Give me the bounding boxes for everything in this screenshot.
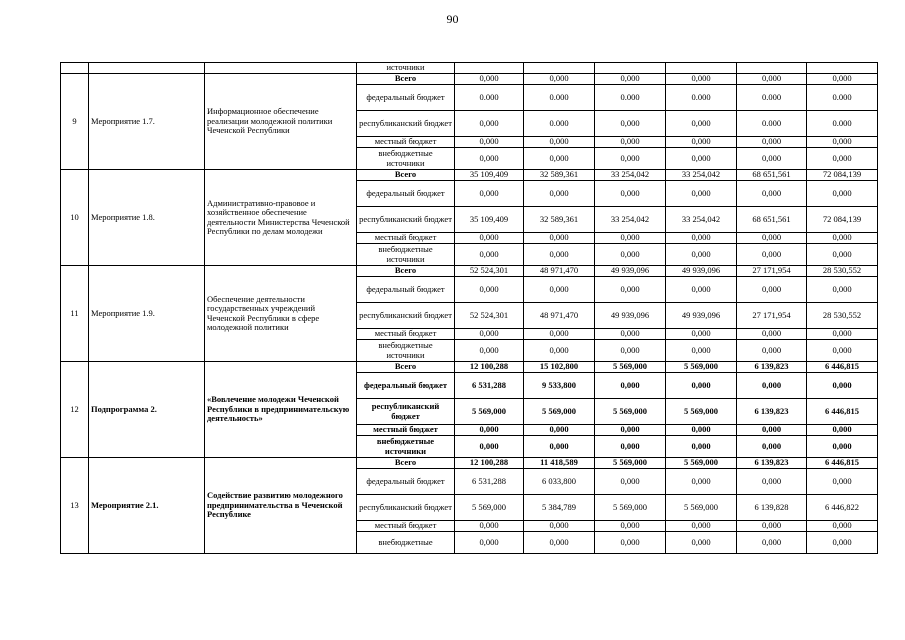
amount-cell: 5 569,000 [666,495,737,521]
amount-cell: 0,000 [595,74,666,85]
amount-cell: 0,000 [666,425,737,436]
funding-source: федеральный бюджет [357,277,455,303]
amount-cell: 33 254,042 [595,207,666,233]
funding-source: внебюджетные [357,532,455,554]
amount-cell: 0,000 [455,532,524,554]
amount-cell: 0,000 [524,233,595,244]
funding-source: республиканский бюджет [357,495,455,521]
amount-cell: 0,000 [666,148,737,170]
event-name: Мероприятие 1.7. [89,74,205,170]
amount-cell: 0,000 [737,277,807,303]
amount-cell: 6 446,815 [807,458,878,469]
amount-cell: 0,000 [524,436,595,458]
amount-cell: 0,000 [737,532,807,554]
funding-source: внебюджетные источники [357,148,455,170]
empty-cell [61,63,89,74]
amount-cell: 48 971,470 [524,266,595,277]
amount-cell: 15 102,800 [524,362,595,373]
amount-cell: 0,000 [524,521,595,532]
amount-cell: 0,000 [737,425,807,436]
amount-cell: 48 971,470 [524,303,595,329]
event-description: Административно-правовое и хозяйственное обеспечение деятельности Министерства Чеченской Республики по делам молодежи [205,170,357,266]
amount-cell: 0.000 [595,85,666,111]
amount-cell: 0,000 [524,137,595,148]
amount-cell: 0.000 [524,111,595,137]
amount-cell: 33 254,042 [595,170,666,181]
amount-cell: 0,000 [666,137,737,148]
funding-source: республиканский бюджет [357,303,455,329]
amount-cell: 0,000 [455,436,524,458]
funding-source: федеральный бюджет [357,469,455,495]
page-number: 90 [446,12,459,26]
amount-cell: 0,000 [737,373,807,399]
amount-cell: 0,000 [595,373,666,399]
amount-cell: 0,000 [666,373,737,399]
amount-cell: 0,000 [455,111,524,137]
funding-source: республиканский бюджет [357,207,455,233]
amount-cell: 49 939,096 [595,266,666,277]
amount-cell: 0,000 [595,137,666,148]
amount-cell: 0,000 [595,469,666,495]
table-row [61,74,878,85]
amount-cell: 6 531,288 [455,373,524,399]
amount-cell: 0,000 [737,148,807,170]
amount-cell: 0,000 [455,244,524,266]
empty-cell [524,63,595,74]
funding-source: местный бюджет [357,521,455,532]
funding-source: внебюджетные источники [357,244,455,266]
amount-cell: 0,000 [666,277,737,303]
empty-cell [595,63,666,74]
amount-cell: 49 939,096 [595,303,666,329]
amount-cell: 0,000 [595,244,666,266]
amount-cell: 0,000 [595,329,666,340]
amount-cell: 68 651,561 [737,207,807,233]
amount-cell: 52 524,301 [455,303,524,329]
amount-cell: 0,000 [737,340,807,362]
amount-cell: 27 171,954 [737,266,807,277]
funding-source: местный бюджет [357,233,455,244]
amount-cell: 0,000 [737,181,807,207]
amount-cell: 35 109,409 [455,170,524,181]
table-row [61,458,878,469]
table-row [61,170,878,181]
event-description: «Вовлечение молодежи Чеченской Республики в предпринимательскую деятельность» [205,362,357,458]
amount-cell: 68 651,561 [737,170,807,181]
amount-cell: 5 569,000 [666,458,737,469]
row-number: 13 [61,458,89,554]
amount-cell: 72 084,139 [807,170,878,181]
amount-cell: 0,000 [524,425,595,436]
amount-cell: 0,000 [455,137,524,148]
amount-cell: 0,000 [737,233,807,244]
amount-cell: 0,000 [666,340,737,362]
amount-cell: 0,000 [595,532,666,554]
funding-source: федеральный бюджет [357,373,455,399]
amount-cell: 0,000 [455,74,524,85]
amount-cell: 0,000 [524,329,595,340]
amount-cell: 0,000 [455,233,524,244]
funding-source: Всего [357,458,455,469]
amount-cell: 0,000 [807,329,878,340]
amount-cell: 0,000 [737,74,807,85]
amount-cell: 0,000 [524,244,595,266]
empty-cell [455,63,524,74]
amount-cell: 33 254,042 [666,207,737,233]
amount-cell: 0,000 [666,111,737,137]
event-description: Обеспечение деятельности государственных учреждений Чеченской Республики в сфере молодежной политики [205,266,357,362]
funding-source: местный бюджет [357,329,455,340]
amount-cell: 0,000 [524,181,595,207]
table-row [61,266,878,277]
amount-cell: 0,000 [807,148,878,170]
amount-cell: 0.000 [737,111,807,137]
amount-cell: 33 254,042 [666,170,737,181]
amount-cell: 6 446,822 [807,495,878,521]
amount-cell: 6 139,823 [737,362,807,373]
amount-cell: 0.000 [807,111,878,137]
amount-cell: 0,000 [807,469,878,495]
amount-cell: 0,000 [666,329,737,340]
amount-cell: 28 530,552 [807,303,878,329]
amount-cell: 0,000 [807,532,878,554]
amount-cell: 0,000 [807,137,878,148]
amount-cell: 5 569,000 [666,399,737,425]
amount-cell: 0.000 [737,85,807,111]
amount-cell: 0,000 [595,436,666,458]
amount-cell: 5 569,000 [455,495,524,521]
amount-cell: 52 524,301 [455,266,524,277]
amount-cell: 0,000 [737,137,807,148]
amount-cell: 5 569,000 [595,495,666,521]
funding-source: федеральный бюджет [357,85,455,111]
amount-cell: 9 533,800 [524,373,595,399]
event-name: Мероприятие 1.9. [89,266,205,362]
amount-cell: 0,000 [807,277,878,303]
funding-source: Всего [357,170,455,181]
amount-cell: 0,000 [524,340,595,362]
amount-cell: 0,000 [595,181,666,207]
empty-cell [89,63,205,74]
funding-source: местный бюджет [357,137,455,148]
amount-cell: 0.000 [524,85,595,111]
amount-cell: 0,000 [737,329,807,340]
amount-cell: 12 100,288 [455,362,524,373]
amount-cell: 0,000 [666,181,737,207]
amount-cell: 0.000 [455,85,524,111]
amount-cell: 5 569,000 [666,362,737,373]
amount-cell: 0,000 [807,521,878,532]
funding-source: федеральный бюджет [357,181,455,207]
amount-cell: 11 418,589 [524,458,595,469]
funding-source: республиканский бюджет [357,111,455,137]
amount-cell: 0,000 [666,469,737,495]
event-description: Содействие развитию молодежного предпринимательства в Чеченской Республике [205,458,357,554]
amount-cell: 5 569,000 [455,399,524,425]
amount-cell: 0,000 [455,521,524,532]
funding-source: Всего [357,74,455,85]
continuation-row [61,63,878,74]
empty-cell [666,63,737,74]
amount-cell: 35 109,409 [455,207,524,233]
empty-cell [807,63,878,74]
event-name: Мероприятие 1.8. [89,170,205,266]
funding-source: местный бюджет [357,425,455,436]
amount-cell: 12 100,288 [455,458,524,469]
amount-cell: 0.000 [666,85,737,111]
amount-cell: 0,000 [595,233,666,244]
event-description: Информационное обеспечение реализации молодежной политики Чеченской Республики [205,74,357,170]
amount-cell: 0,000 [666,74,737,85]
amount-cell: 0,000 [524,148,595,170]
amount-cell: 0,000 [595,340,666,362]
amount-cell: 6 446,815 [807,362,878,373]
amount-cell: 5 384,789 [524,495,595,521]
amount-cell: 0,000 [807,436,878,458]
amount-cell: 0,000 [807,233,878,244]
amount-cell: 5 569,000 [595,362,666,373]
amount-cell: 0,000 [737,244,807,266]
amount-cell: 28 530,552 [807,266,878,277]
amount-cell: 6 531,288 [455,469,524,495]
amount-cell: 0,000 [455,425,524,436]
row-number: 10 [61,170,89,266]
amount-cell: 0,000 [807,244,878,266]
amount-cell: 6 033,800 [524,469,595,495]
budget-table [60,62,878,554]
amount-cell: 5 569,000 [595,458,666,469]
amount-cell: 0,000 [807,373,878,399]
amount-cell: 0,000 [807,74,878,85]
empty-cell [205,63,357,74]
amount-cell: 0,000 [807,340,878,362]
amount-cell: 0,000 [737,469,807,495]
amount-cell: 27 171,954 [737,303,807,329]
funding-source: республиканский бюджет [357,399,455,425]
amount-cell: 0.000 [807,85,878,111]
amount-cell: 0,000 [737,436,807,458]
row-number: 12 [61,362,89,458]
source-label: источники [357,63,455,74]
funding-source: Всего [357,362,455,373]
amount-cell: 49 939,096 [666,266,737,277]
empty-cell [737,63,807,74]
amount-cell: 0,000 [666,244,737,266]
amount-cell: 0,000 [595,277,666,303]
funding-source: внебюджетные источники [357,436,455,458]
amount-cell: 0,000 [807,425,878,436]
amount-cell: 0,000 [455,340,524,362]
amount-cell: 32 589,361 [524,207,595,233]
amount-cell: 32 589,361 [524,170,595,181]
amount-cell: 0,000 [666,436,737,458]
table-row [61,362,878,373]
amount-cell: 72 084,139 [807,207,878,233]
amount-cell: 6 139,823 [737,399,807,425]
amount-cell: 0,000 [455,277,524,303]
amount-cell: 0,000 [455,148,524,170]
amount-cell: 0,000 [807,181,878,207]
row-number: 9 [61,74,89,170]
amount-cell: 49 939,096 [666,303,737,329]
event-name: Подпрограмма 2. [89,362,205,458]
amount-cell: 0,000 [595,521,666,532]
event-name: Мероприятие 2.1. [89,458,205,554]
funding-source: внебюджетные источники [357,340,455,362]
row-number: 11 [61,266,89,362]
amount-cell: 0,000 [524,74,595,85]
amount-cell: 0,000 [595,425,666,436]
amount-cell: 5 569,000 [595,399,666,425]
amount-cell: 0,000 [666,521,737,532]
amount-cell: 0,000 [595,148,666,170]
amount-cell: 5 569,000 [524,399,595,425]
amount-cell: 0,000 [455,329,524,340]
amount-cell: 0,000 [455,181,524,207]
amount-cell: 6 446,815 [807,399,878,425]
amount-cell: 6 139,823 [737,458,807,469]
amount-cell: 0,000 [737,521,807,532]
amount-cell: 0,000 [524,532,595,554]
amount-cell: 0,000 [595,111,666,137]
amount-cell: 0,000 [524,277,595,303]
funding-source: Всего [357,266,455,277]
amount-cell: 6 139,828 [737,495,807,521]
amount-cell: 0,000 [666,532,737,554]
amount-cell: 0,000 [666,233,737,244]
